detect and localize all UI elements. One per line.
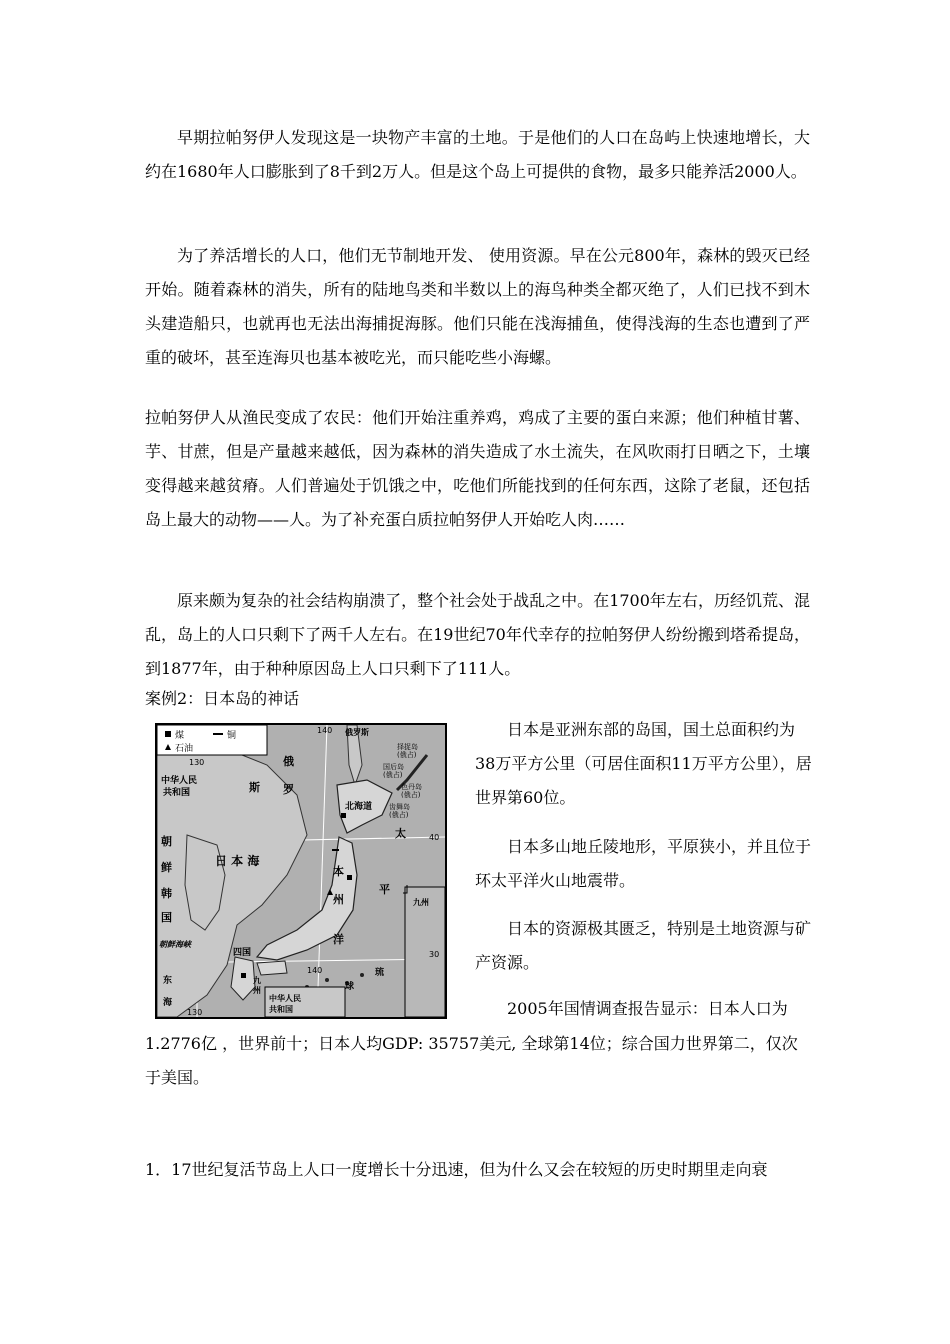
northern-label-4: (俄占) [383, 771, 403, 779]
east-sea-label-2: 海 [163, 998, 173, 1008]
inset-kyushu-label: 九州 [413, 898, 429, 907]
paragraph-population-growth: 早期拉帕努伊人发现这是一块物产丰富的土地。于是他们的人口在岛屿上快速地增长，大约在1680年人口膨胀到了8千到2万人。但是这个岛上可提供的食物，最多只能养活2000人。 [145, 128, 810, 181]
sakhalin-label: 俄罗斯 [345, 728, 369, 737]
kyushu-label-2: 州 [253, 986, 261, 995]
northern-label-8: (俄占) [389, 811, 409, 819]
japan-terrain-paragraph: 日本多山地丘陵地形，平原狭小，并且位于环太平洋火山地震带。 [475, 837, 812, 890]
ryukyu-label-1: 琉 [375, 968, 385, 978]
china-label-1: 中华人民 [161, 776, 198, 786]
pacific-label-2: 平 [379, 883, 390, 896]
japan-resources-paragraph: 日本的资源极其匮乏，特别是土地资源与矿产资源。 [475, 919, 812, 972]
coal-legend-symbol [165, 731, 171, 737]
east-sea-label-1: 东 [163, 976, 173, 986]
russia-label-2: 罗 [283, 783, 294, 796]
northern-label-7: 齿舞岛 [389, 803, 410, 811]
russia-label-1: 俄 [283, 755, 294, 768]
inset-china-label-1: 中华人民 [269, 994, 301, 1003]
sea-of-japan-label: 日 本 海 [215, 854, 260, 868]
japan-map [155, 723, 447, 1019]
northern-label-5: 色丹岛 [401, 783, 422, 791]
korea-s-label-1: 韩 [161, 887, 172, 900]
question-1: 1．17世纪复活节岛上人口一度增长十分迅速，但为什么又会在较短的历史时期里走向衰 [145, 1160, 768, 1179]
case-title: 案例2：日本岛的神话 [145, 689, 300, 708]
japan-census-continued: 1.2776亿 ，世界前十；日本人均GDP: 35757美元, 全球第14位；综合国力世界第二，仅次于美国。 [145, 1034, 798, 1087]
korea-n-label-2: 鲜 [161, 861, 172, 874]
lon-130-bottom: 130 [187, 1008, 203, 1017]
northern-label-2: (俄占) [397, 751, 417, 759]
korea-strait-label: 朝鲜海峡 [159, 940, 191, 949]
map-legend [157, 725, 267, 755]
japan-census-paragraph: 2005年国情调查报告显示：日本人口为 [507, 999, 788, 1018]
korea-n-label-1: 朝 [161, 835, 172, 848]
shikoku-label: 四国 [233, 948, 252, 958]
paragraph-resource-exploitation: 为了养活增长的人口，他们无节制地开发、 使用资源。早在公元800年，森林的毁灭已经开始。随着森林的消失，所有的陆地鸟类和半数以上的海鸟种类全都灭绝了，人们已找不到木头建造船只，也就再也无法出海捕捉海豚。他们只能在浅海捕鱼，使得浅海的生态也遭到了严重的破坏，甚至连海贝也基本被吃光，而只能吃些小海螺。 [145, 246, 810, 367]
ryukyu-label-2: 球 [345, 982, 355, 992]
korea-s-label-2: 国 [161, 911, 172, 924]
legend-copper-label: 铜 [227, 731, 237, 741]
china-label-2: 共和国 [163, 788, 191, 798]
lat-30: 30 [429, 950, 440, 959]
inset-china-label-2: 共和国 [269, 1005, 293, 1014]
legend-coal-label: 煤 [175, 731, 185, 741]
northern-label-6: (俄占) [401, 791, 421, 799]
northern-label-3: 国后岛 [383, 763, 404, 771]
shikoku [257, 961, 287, 975]
lon-130-top: 130 [189, 758, 205, 767]
kyushu-label-1: 九 [253, 976, 261, 985]
lon-140-top: 140 [317, 726, 333, 735]
honshu-label-1: 本 [333, 865, 344, 878]
russia-label-3: 斯 [249, 781, 260, 794]
lon-140-bottom: 140 [307, 966, 323, 975]
pacific-label-3: 洋 [333, 933, 344, 946]
japan-area-paragraph: 日本是亚洲东部的岛国，国土总面积约为38万平方公里（可居住面积11万平方公里），居世界第60位。 [475, 720, 812, 807]
paragraph-collapse: 原来颇为复杂的社会结构崩溃了，整个社会处于战乱之中。在1700年左右，历经饥荒、混乱，岛上的人口只剩下了两千人左右。在19世纪70年代幸存的拉帕努伊人纷纷搬到塔希提岛，到1877年，由于种种原因岛上人口只剩下了111人。 [145, 591, 810, 678]
paragraph-farmers: 拉帕努伊人从渔民变成了农民：他们开始注重养鸡，鸡成了主要的蛋白来源；他们种植甘薯、芋、甘蔗，但是产量越来越低，因为森林的消失造成了水土流失，在风吹雨打日晒之下，土壤变得越来越贫瘠。人们普遍处于饥饿之中，吃他们所能找到的任何东西，这除了老鼠，还包括岛上最大的动物——人。为了补充蛋白质拉帕努伊人开始吃人肉…… [145, 408, 810, 529]
northern-label-1: 择捉岛 [397, 743, 418, 751]
lat-40: 40 [429, 833, 440, 842]
pacific-label-1: 太 [395, 827, 406, 840]
hokkaido-label: 北海道 [345, 802, 373, 812]
honshu-label-2: 州 [333, 893, 344, 906]
legend-oil-label: 石油 [175, 744, 194, 754]
